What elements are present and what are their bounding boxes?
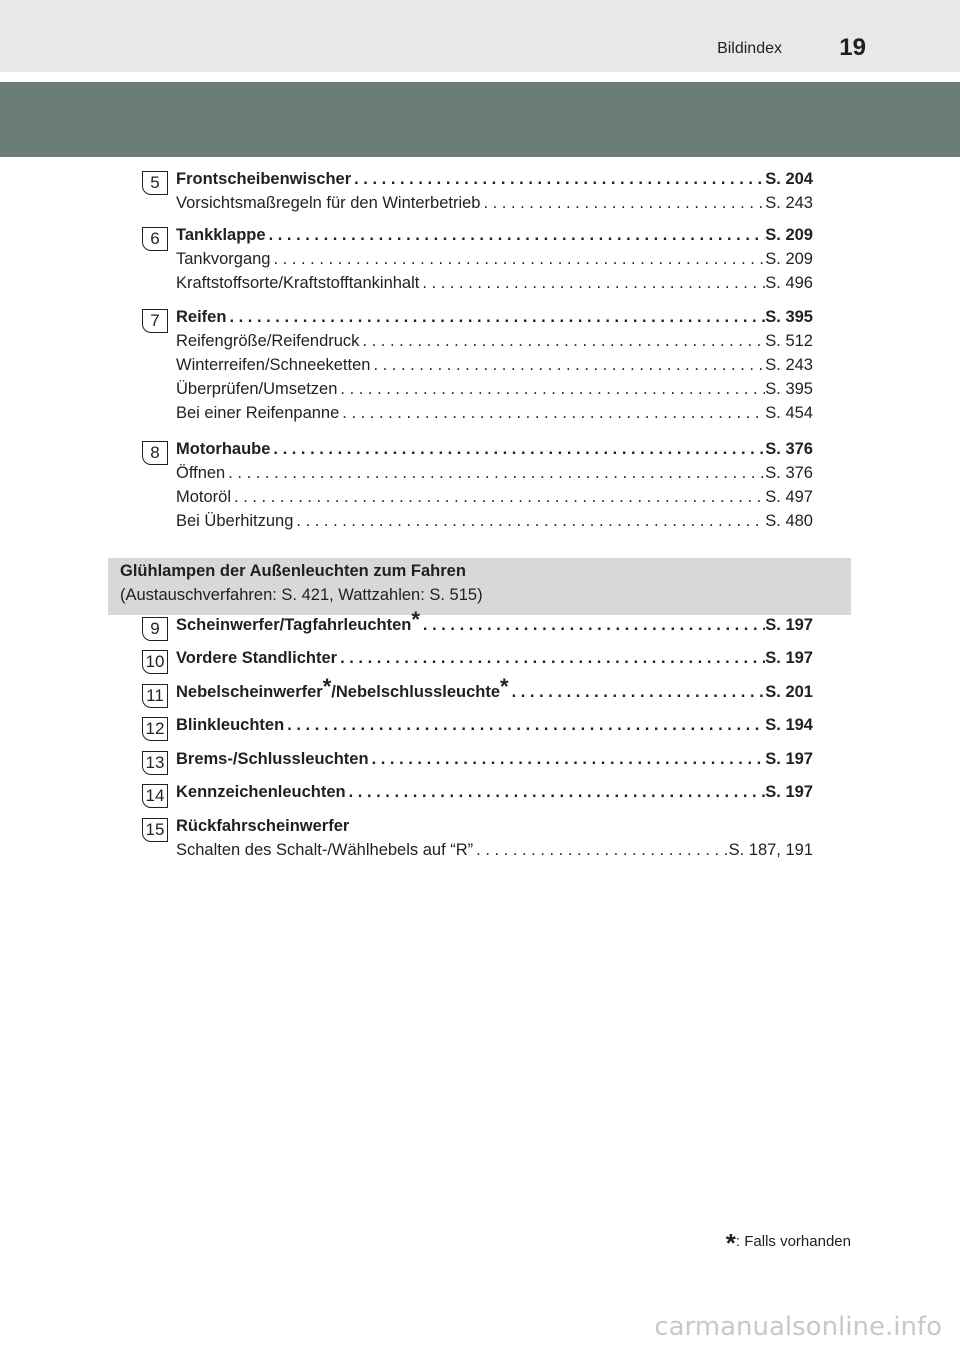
entry-page-ref[interactable]: S. 376 [765,464,813,482]
entry-label: Kraftstoffsorte/Kraftstofftankinhalt [176,274,420,292]
entry-label: Kennzeichenleuchten [176,783,346,801]
entry-label: Motoröl [176,488,232,506]
index-entry[interactable] [176,329,813,353]
entry-page-ref[interactable]: S. 395 [765,308,813,326]
entry-page-ref[interactable]: S. 197 [765,783,813,801]
entry-label: Reifengröße/Reifendruck [176,332,360,350]
entry-page-ref[interactable]: S. 395 [765,380,813,398]
entry-label: Überprüfen/Umsetzen [176,380,338,398]
item-number-5: 5 [142,171,168,195]
item-number-6: 6 [142,227,168,251]
entry-page-ref[interactable]: S. 204 [765,170,813,188]
entry-page-ref[interactable]: S. 480 [765,512,813,530]
entry-page-ref[interactable]: S. 209 [765,250,813,268]
leader-dots [337,646,765,670]
index-entry[interactable] [176,401,813,425]
entry-page-ref[interactable]: S. 194 [765,716,813,734]
entry-page-ref[interactable]: S. 243 [765,194,813,212]
index-entry[interactable] [176,305,813,329]
leader-dots [480,191,765,215]
leader-dots [266,223,766,247]
leader-dots [337,377,765,401]
entry-label: Scheinwerfer/Tagfahrleuchten* [176,606,420,634]
entry-label: Brems-/Schlussleuchten [176,750,369,768]
item-number-8: 8 [142,441,168,465]
leader-dots [293,509,765,533]
page-number: 19 [839,34,866,61]
entry-label: Vorsichtsmaßregeln für den Winterbetrieb [176,194,481,212]
lamps-section-box [108,558,851,615]
watermark: carmanualsonline.info [654,1312,942,1342]
entry-label: Blinkleuchten [176,716,285,734]
item-number-10: 10 [142,650,168,674]
leader-dots [359,329,765,353]
leader-dots [420,613,765,637]
index-entry[interactable] [176,747,813,771]
leader-dots [473,838,728,862]
index-entry[interactable] [176,713,813,737]
footnote [725,1222,851,1258]
entry-page-ref[interactable]: S. 454 [765,404,813,422]
entry-label: Tankvorgang [176,250,271,268]
leader-dots [509,680,766,704]
leader-dots [225,461,765,485]
index-entry[interactable] [176,780,813,804]
leader-dots [270,437,765,461]
leader-dots [419,271,765,295]
index-entry[interactable] [176,223,813,247]
section-title: Bildindex [717,40,782,57]
entry-page-ref[interactable]: S. 512 [765,332,813,350]
item-number-12: 12 [142,717,168,741]
entry-label: Öffnen [176,464,226,482]
leader-dots [231,485,765,509]
entry-label: Winterreifen/Schneeketten [176,356,371,374]
accent-band [0,82,960,157]
leader-dots [270,247,765,271]
index-entry[interactable] [176,606,813,637]
leader-dots [370,353,765,377]
index-entry[interactable] [176,814,813,838]
entry-label: Vordere Standlichter [176,649,338,667]
index-entry[interactable] [176,509,813,533]
index-entry[interactable] [176,353,813,377]
leader-dots [339,401,765,425]
item-number-7: 7 [142,309,168,333]
leader-dots [351,167,765,191]
entry-page-ref[interactable]: S. 496 [765,274,813,292]
entry-page-ref[interactable]: S. 243 [765,356,813,374]
footnote-star: * [725,1228,736,1258]
item-number-13: 13 [142,751,168,775]
entry-label: Nebelscheinwerfer*/Nebelschlussleuchte* [176,673,509,701]
entry-label: Tankklappe [176,226,266,244]
entry-page-ref[interactable]: S. 197 [765,750,813,768]
item-number-9: 9 [142,617,168,641]
index-entry[interactable] [176,461,813,485]
index-entry[interactable] [176,437,813,461]
entry-page-ref[interactable]: S. 209 [765,226,813,244]
leader-dots [284,713,765,737]
footnote-text: : Falls vorhanden [735,1233,851,1250]
item-number-11: 11 [142,684,168,708]
index-entry[interactable] [176,167,813,191]
index-entry[interactable] [176,673,813,704]
entry-label: Motorhaube [176,440,271,458]
index-entry[interactable] [176,247,813,271]
index-entry[interactable] [176,377,813,401]
index-entry[interactable] [176,838,813,862]
entry-page-ref[interactable]: S. 197 [765,649,813,667]
entry-page-ref[interactable]: S. 201 [765,683,813,701]
entry-label: Reifen [176,308,227,326]
index-entry[interactable] [176,191,813,215]
entry-page-ref[interactable]: S. 187, 191 [728,841,813,859]
entry-label: Bei Überhitzung [176,512,294,530]
item-number-14: 14 [142,784,168,808]
entry-label: Frontscheibenwischer [176,170,352,188]
header-band [0,0,960,72]
entry-page-ref[interactable]: S. 497 [765,488,813,506]
entry-label: Bei einer Reifenpanne [176,404,340,422]
index-entry[interactable] [176,485,813,509]
leader-dots [346,780,766,804]
entry-page-ref[interactable]: S. 197 [765,616,813,634]
entry-label: Rückfahrscheinwerfer [176,817,350,835]
entry-label: Schalten des Schalt-/Wählhebels auf “R” [176,841,474,859]
index-entry[interactable] [176,271,813,295]
entry-page-ref[interactable]: S. 376 [765,440,813,458]
lamps-section-title: Glühlampen der Außenleuchten zum Fahren [120,562,466,580]
leader-dots [226,305,765,329]
item-number-15: 15 [142,818,168,842]
index-entry[interactable] [176,646,813,670]
lamps-section-subtitle: (Austauschverfahren: S. 421, Wattzahlen: S. 515) [120,586,483,604]
leader-dots [369,747,766,771]
